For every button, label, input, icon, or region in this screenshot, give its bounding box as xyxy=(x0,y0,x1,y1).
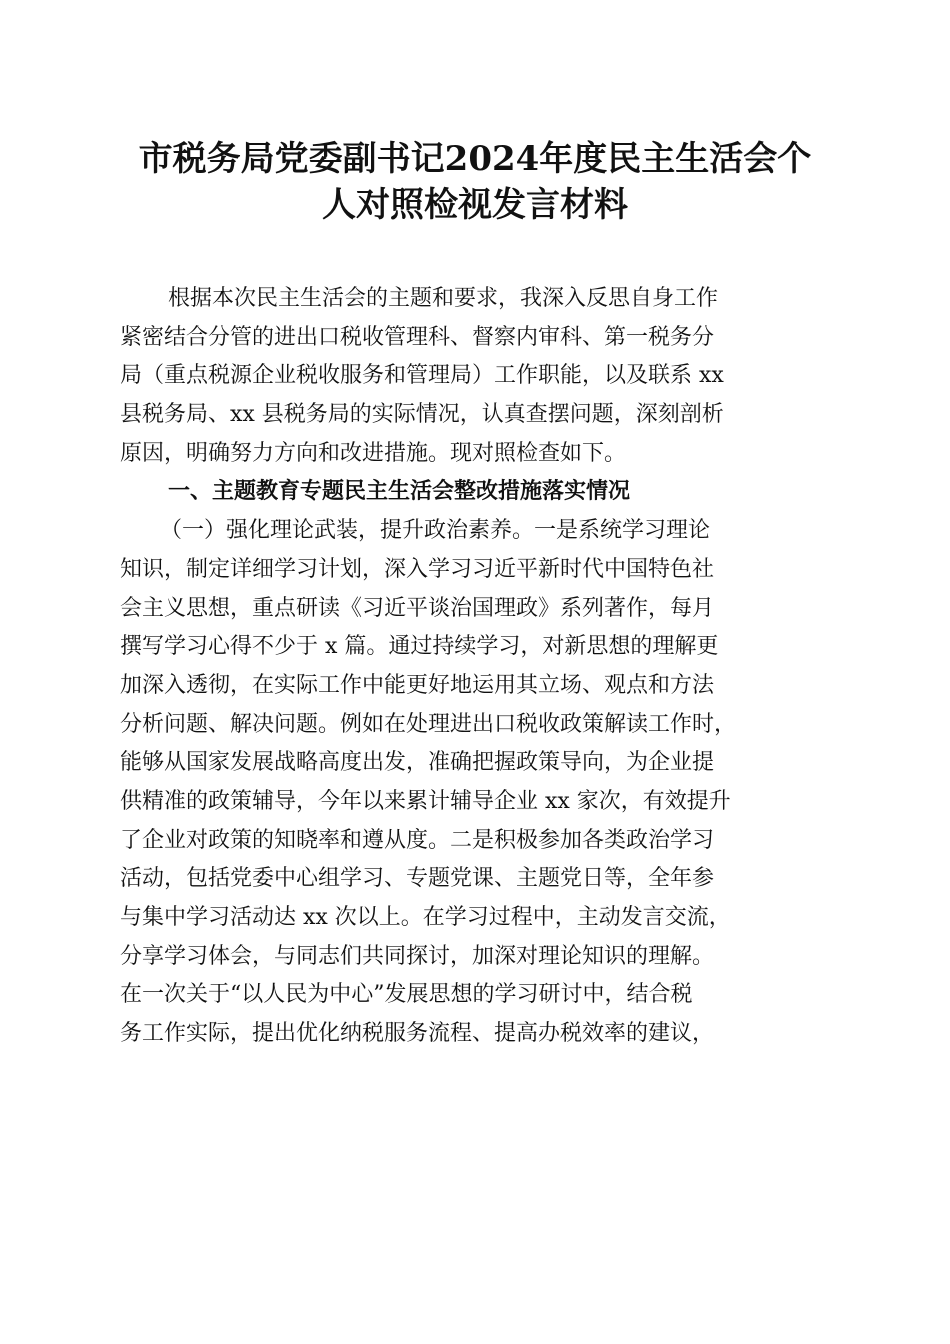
body-line: 务工作实际，提出优化纳税服务流程、提高办税效率的建议， xyxy=(120,1021,715,1047)
body-line: 分析问题、解决问题。例如在处理进出口税收政策解读工作时， xyxy=(120,711,737,737)
body-line: 会主义思想，重点研读《习近平谈治国理政》系列著作，每月 xyxy=(120,595,715,621)
body-line: 在一次关于“以人民为中心”发展思想的学习研讨中，结合税 xyxy=(120,982,693,1008)
section-heading: 一、主题教育专题民主生活会整改措施落实情况 xyxy=(168,479,631,505)
body-line: 活动，包括党委中心组学习、专题党课、主题党日等，全年参 xyxy=(120,866,715,892)
body-line: 供精准的政策辅导，今年以来累计辅导企业 xx 家次，有效提升 xyxy=(120,788,731,814)
document-title xyxy=(100,136,850,228)
body-line: 加深入透彻，在实际工作中能更好地运用其立场、观点和方法 xyxy=(120,672,715,698)
intro-line: 原因，明确努力方向和改进措施。现对照检查如下。 xyxy=(120,440,627,466)
body-line: （一）强化理论武装，提升政治素养。一是系统学习理论 xyxy=(160,518,711,544)
body-line: 分享学习体会，与同志们共同探讨，加深对理论知识的理解。 xyxy=(120,943,715,969)
intro-line: 紧密结合分管的进出口税收管理科、督察内审科、第一税务分 xyxy=(120,324,715,350)
intro-line: 县税务局、xx 县税务局的实际情况，认真查摆问题，深刻剖析 xyxy=(120,402,724,428)
body-line: 了企业对政策的知晓率和遵从度。二是积极参加各类政治学习 xyxy=(120,827,715,853)
body-line: 知识，制定详细学习计划，深入学习习近平新时代中国特色社 xyxy=(120,556,715,582)
body-line: 与集中学习活动达 xx 次以上。在学习过程中，主动发言交流， xyxy=(120,905,731,930)
body-line: 撰写学习心得不少于 x 篇。通过持续学习，对新思想的理解更 xyxy=(120,634,719,660)
intro-line: 根据本次民主生活会的主题和要求，我深入反思自身工作 xyxy=(168,286,719,311)
document-body xyxy=(120,280,840,1054)
title-line-1: 市税务局党委副书记2024年度民主生活会个 xyxy=(138,139,812,179)
title-line-2: 人对照检视发言材料 xyxy=(322,185,628,225)
intro-line: 局（重点税源企业税收服务和管理局）工作职能，以及联系 xx xyxy=(120,363,724,389)
body-line: 能够从国家发展战略高度出发，准确把握政策导向，为企业提 xyxy=(120,750,715,776)
